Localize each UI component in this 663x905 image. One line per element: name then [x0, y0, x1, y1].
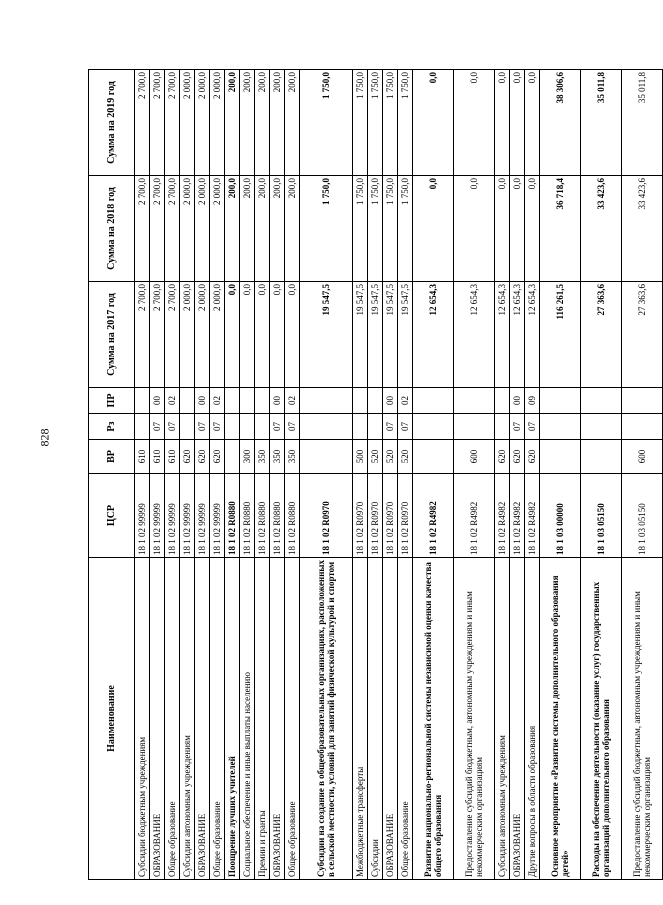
cell-name: Субсидии: [368, 558, 383, 880]
table-row: [454, 70, 495, 880]
table-row: [285, 70, 300, 880]
cell-rz: 07: [510, 414, 525, 440]
table-row: [581, 70, 622, 880]
cell-csr: 18 1 03 00000: [540, 474, 581, 558]
cell-vr: 620: [510, 440, 525, 474]
cell-sum-2018: 1 750,0: [383, 176, 398, 282]
cell-sum-2017: 12 654,3: [525, 282, 540, 388]
cell-sum-2019: 200,0: [255, 70, 270, 176]
cell-sum-2018: 1 750,0: [368, 176, 383, 282]
cell-sum-2017: 12 654,3: [413, 282, 454, 388]
cell-vr: 350: [255, 440, 270, 474]
cell-name: Субсидии автономным учреждениям: [495, 558, 510, 880]
table-row: [300, 70, 353, 880]
cell-pr: 02: [285, 388, 300, 414]
cell-sum-2018: 200,0: [225, 176, 240, 282]
cell-vr: [300, 440, 353, 474]
cell-vr: 500: [353, 440, 368, 474]
cell-name: Общее образование: [398, 558, 413, 880]
cell-csr: 18 1 02 99999: [165, 474, 180, 558]
cell-pr: 00: [195, 388, 210, 414]
cell-name: Общее образование: [285, 558, 300, 880]
cell-vr: [581, 440, 622, 474]
cell-name: ОБРАЗОВАНИЕ: [270, 558, 285, 880]
header-name: Наименование: [89, 558, 135, 880]
cell-name: ОБРАЗОВАНИЕ: [383, 558, 398, 880]
cell-rz: [225, 414, 240, 440]
cell-name: ОБРАЗОВАНИЕ: [510, 558, 525, 880]
cell-sum-2018: 1 750,0: [300, 176, 353, 282]
cell-vr: 620: [210, 440, 225, 474]
cell-sum-2019: 2 700,0: [150, 70, 165, 176]
cell-sum-2018: 0,0: [510, 176, 525, 282]
cell-csr: 18 1 02 R4982: [413, 474, 454, 558]
cell-csr: 18 1 02 99999: [210, 474, 225, 558]
table-row: [525, 70, 540, 880]
cell-csr: 18 1 02 R0880: [225, 474, 240, 558]
cell-rz: 07: [150, 414, 165, 440]
cell-vr: 350: [270, 440, 285, 474]
cell-name: Субсидии бюджетным учреждениям: [135, 558, 150, 880]
table-row: [398, 70, 413, 880]
cell-name: Основное мероприятие «Развитие системы дополнительного образования детей»: [540, 558, 581, 880]
cell-rz: 07: [270, 414, 285, 440]
cell-csr: 18 1 02 99999: [195, 474, 210, 558]
cell-sum-2018: 2 700,0: [150, 176, 165, 282]
cell-pr: [225, 388, 240, 414]
cell-csr: 18 1 02 R0970: [353, 474, 368, 558]
cell-sum-2018: 2 700,0: [135, 176, 150, 282]
cell-vr: 620: [495, 440, 510, 474]
cell-sum-2017: 0,0: [255, 282, 270, 388]
cell-sum-2019: 0,0: [413, 70, 454, 176]
cell-sum-2017: 12 654,3: [510, 282, 525, 388]
cell-rz: [495, 414, 510, 440]
cell-sum-2017: 19 547,5: [300, 282, 353, 388]
header-csr: ЦСР: [89, 474, 135, 558]
cell-sum-2019: 35 011,8: [581, 70, 622, 176]
table-row: [622, 70, 663, 880]
cell-rz: [368, 414, 383, 440]
cell-sum-2019: 1 750,0: [383, 70, 398, 176]
cell-vr: 610: [165, 440, 180, 474]
cell-sum-2019: 0,0: [454, 70, 495, 176]
table-row: [180, 70, 195, 880]
cell-sum-2019: 2 000,0: [195, 70, 210, 176]
cell-pr: [622, 388, 663, 414]
cell-vr: 300: [240, 440, 255, 474]
cell-name: Субсидии автономным учреждениям: [180, 558, 195, 880]
cell-sum-2019: 35 011,8: [622, 70, 663, 176]
cell-name: Развитие национально-региональной системы независимой оценки качества общего образования: [413, 558, 454, 880]
cell-vr: [540, 440, 581, 474]
cell-vr: 620: [525, 440, 540, 474]
header-rz: Рз: [89, 414, 135, 440]
cell-csr: 18 1 02 R0880: [285, 474, 300, 558]
cell-sum-2019: 200,0: [240, 70, 255, 176]
cell-vr: 520: [398, 440, 413, 474]
cell-sum-2017: 2 700,0: [150, 282, 165, 388]
cell-sum-2017: 2 700,0: [165, 282, 180, 388]
cell-rz: 07: [398, 414, 413, 440]
header-sum-2017: Сумма на 2017 год: [89, 282, 135, 388]
cell-vr: 610: [135, 440, 150, 474]
cell-csr: 18 1 02 R0970: [368, 474, 383, 558]
cell-csr: 18 1 02 99999: [135, 474, 150, 558]
cell-sum-2017: 0,0: [285, 282, 300, 388]
rotated-page-content: [88, 70, 652, 880]
cell-vr: [225, 440, 240, 474]
cell-pr: 00: [270, 388, 285, 414]
table-row: [540, 70, 581, 880]
cell-sum-2019: 2 700,0: [135, 70, 150, 176]
cell-pr: 09: [525, 388, 540, 414]
table-row: [225, 70, 240, 880]
cell-vr: 600: [622, 440, 663, 474]
cell-rz: 07: [210, 414, 225, 440]
table-row: [210, 70, 225, 880]
cell-sum-2018: 1 750,0: [398, 176, 413, 282]
cell-pr: 02: [210, 388, 225, 414]
cell-sum-2017: 19 547,5: [398, 282, 413, 388]
cell-pr: [454, 388, 495, 414]
cell-pr: [300, 388, 353, 414]
cell-vr: 520: [383, 440, 398, 474]
cell-pr: [540, 388, 581, 414]
cell-pr: [180, 388, 195, 414]
cell-sum-2017: 2 000,0: [210, 282, 225, 388]
cell-sum-2019: 0,0: [525, 70, 540, 176]
cell-pr: [413, 388, 454, 414]
cell-vr: [413, 440, 454, 474]
cell-sum-2017: 27 363,6: [581, 282, 622, 388]
table-row: [510, 70, 525, 880]
cell-pr: [255, 388, 270, 414]
cell-pr: [135, 388, 150, 414]
cell-pr: 00: [383, 388, 398, 414]
cell-rz: 07: [525, 414, 540, 440]
cell-csr: 18 1 02 R0970: [383, 474, 398, 558]
cell-name: Общее образование: [165, 558, 180, 880]
cell-sum-2018: 33 423,6: [622, 176, 663, 282]
cell-name: Другие вопросы в области образования: [525, 558, 540, 880]
cell-sum-2019: 1 750,0: [353, 70, 368, 176]
cell-name: Субсидии на создание в общеобразовательных организациях, расположенных в сельской местности, условий для занятий физической культурой и спортом: [300, 558, 353, 880]
cell-csr: 18 1 02 R4982: [454, 474, 495, 558]
table-row: [270, 70, 285, 880]
cell-sum-2017: 12 654,3: [454, 282, 495, 388]
cell-csr: 18 1 03 05150: [622, 474, 663, 558]
cell-pr: [353, 388, 368, 414]
cell-pr: [368, 388, 383, 414]
table-row: [413, 70, 454, 880]
header-sum-2019: Сумма на 2019 год: [89, 70, 135, 176]
cell-name: ОБРАЗОВАНИЕ: [150, 558, 165, 880]
table-row: [195, 70, 210, 880]
cell-sum-2018: 200,0: [255, 176, 270, 282]
cell-sum-2017: 116 261,5: [540, 282, 581, 388]
cell-vr: 610: [150, 440, 165, 474]
cell-sum-2017: 0,0: [240, 282, 255, 388]
cell-vr: 350: [285, 440, 300, 474]
cell-sum-2019: 1 750,0: [398, 70, 413, 176]
cell-sum-2017: 0,0: [270, 282, 285, 388]
cell-sum-2018: 200,0: [285, 176, 300, 282]
table-row: [383, 70, 398, 880]
cell-sum-2019: 1 750,0: [300, 70, 353, 176]
cell-sum-2017: 2 700,0: [135, 282, 150, 388]
cell-rz: 07: [195, 414, 210, 440]
cell-pr: 02: [165, 388, 180, 414]
cell-rz: [135, 414, 150, 440]
cell-name: ОБРАЗОВАНИЕ: [195, 558, 210, 880]
cell-rz: [413, 414, 454, 440]
cell-sum-2018: 2 000,0: [210, 176, 225, 282]
cell-csr: 18 1 02 R4982: [510, 474, 525, 558]
header-pr: ПР: [89, 388, 135, 414]
cell-rz: [353, 414, 368, 440]
cell-vr: 520: [368, 440, 383, 474]
cell-pr: [495, 388, 510, 414]
table-row: [240, 70, 255, 880]
cell-sum-2018: 2 000,0: [180, 176, 195, 282]
cell-csr: 18 1 02 R0970: [398, 474, 413, 558]
cell-sum-2019: 0,0: [510, 70, 525, 176]
cell-sum-2019: 200,0: [270, 70, 285, 176]
cell-csr: 18 1 02 R0970: [300, 474, 353, 558]
cell-csr: 18 1 02 99999: [180, 474, 195, 558]
cell-name: Общее образование: [210, 558, 225, 880]
cell-rz: 07: [383, 414, 398, 440]
cell-sum-2019: 1 750,0: [368, 70, 383, 176]
cell-sum-2017: 19 547,5: [383, 282, 398, 388]
cell-sum-2019: 200,0: [225, 70, 240, 176]
cell-sum-2018: 2 700,0: [165, 176, 180, 282]
header-vr: ВР: [89, 440, 135, 474]
cell-pr: 00: [510, 388, 525, 414]
table-row: [150, 70, 165, 880]
cell-sum-2017: 19 547,5: [368, 282, 383, 388]
cell-sum-2017: 2 000,0: [195, 282, 210, 388]
cell-sum-2018: 200,0: [270, 176, 285, 282]
cell-rz: [454, 414, 495, 440]
cell-name: Социальное обеспечение и иные выплаты населению: [240, 558, 255, 880]
cell-sum-2017: 0,0: [225, 282, 240, 388]
cell-sum-2018: 200,0: [240, 176, 255, 282]
cell-sum-2018: 1 750,0: [353, 176, 368, 282]
cell-sum-2017: 27 363,6: [622, 282, 663, 388]
cell-csr: 18 1 02 R0880: [255, 474, 270, 558]
table-row: [165, 70, 180, 880]
table-row: [368, 70, 383, 880]
cell-sum-2018: 2 000,0: [195, 176, 210, 282]
cell-vr: 600: [454, 440, 495, 474]
cell-sum-2019: 38 306,6: [540, 70, 581, 176]
cell-sum-2019: 0,0: [495, 70, 510, 176]
cell-sum-2018: 36 718,4: [540, 176, 581, 282]
cell-pr: [240, 388, 255, 414]
cell-rz: [622, 414, 663, 440]
cell-name: Предоставление субсидий бюджетным, автономным учреждениям и иным некоммерческим организациям: [622, 558, 663, 880]
cell-rz: [300, 414, 353, 440]
cell-sum-2018: 0,0: [413, 176, 454, 282]
cell-pr: 00: [150, 388, 165, 414]
cell-csr: 18 1 02 R0880: [240, 474, 255, 558]
cell-sum-2019: 2 000,0: [180, 70, 195, 176]
cell-name: Предоставление субсидий бюджетным, автономным учреждениям и иным некоммерческим организациям: [454, 558, 495, 880]
cell-sum-2017: 12 654,3: [495, 282, 510, 388]
cell-rz: 07: [165, 414, 180, 440]
table-row: [495, 70, 510, 880]
table-row: [135, 70, 150, 880]
cell-sum-2019: 2 700,0: [165, 70, 180, 176]
cell-sum-2019: 200,0: [285, 70, 300, 176]
cell-vr: 620: [180, 440, 195, 474]
budget-table: [88, 69, 663, 880]
cell-rz: [240, 414, 255, 440]
cell-sum-2019: 2 000,0: [210, 70, 225, 176]
cell-sum-2017: 19 547,5: [353, 282, 368, 388]
header-sum-2018: Сумма на 2018 год: [89, 176, 135, 282]
cell-rz: [180, 414, 195, 440]
cell-pr: 02: [398, 388, 413, 414]
cell-pr: [581, 388, 622, 414]
cell-csr: 18 1 02 R4982: [495, 474, 510, 558]
cell-sum-2018: 33 423,6: [581, 176, 622, 282]
cell-rz: 07: [285, 414, 300, 440]
cell-sum-2018: 0,0: [454, 176, 495, 282]
cell-sum-2017: 2 000,0: [180, 282, 195, 388]
table-header-row: [89, 70, 135, 880]
cell-sum-2018: 0,0: [525, 176, 540, 282]
cell-name: Расходы на обеспечение деятельности (оказание услуг) государственных организаций дополнительного образования: [581, 558, 622, 880]
cell-csr: 18 1 03 05150: [581, 474, 622, 558]
cell-sum-2018: 0,0: [495, 176, 510, 282]
table-row: [353, 70, 368, 880]
cell-csr: 18 1 02 R4982: [525, 474, 540, 558]
cell-name: Поощрение лучших учителей: [225, 558, 240, 880]
cell-rz: [540, 414, 581, 440]
page-number: 828: [37, 428, 52, 447]
cell-name: Премии и гранты: [255, 558, 270, 880]
cell-rz: [255, 414, 270, 440]
cell-csr: 18 1 02 R0880: [270, 474, 285, 558]
cell-rz: [581, 414, 622, 440]
table-row: [255, 70, 270, 880]
cell-csr: 18 1 02 99999: [150, 474, 165, 558]
cell-name: Межбюджетные трансферты: [353, 558, 368, 880]
cell-vr: 620: [195, 440, 210, 474]
